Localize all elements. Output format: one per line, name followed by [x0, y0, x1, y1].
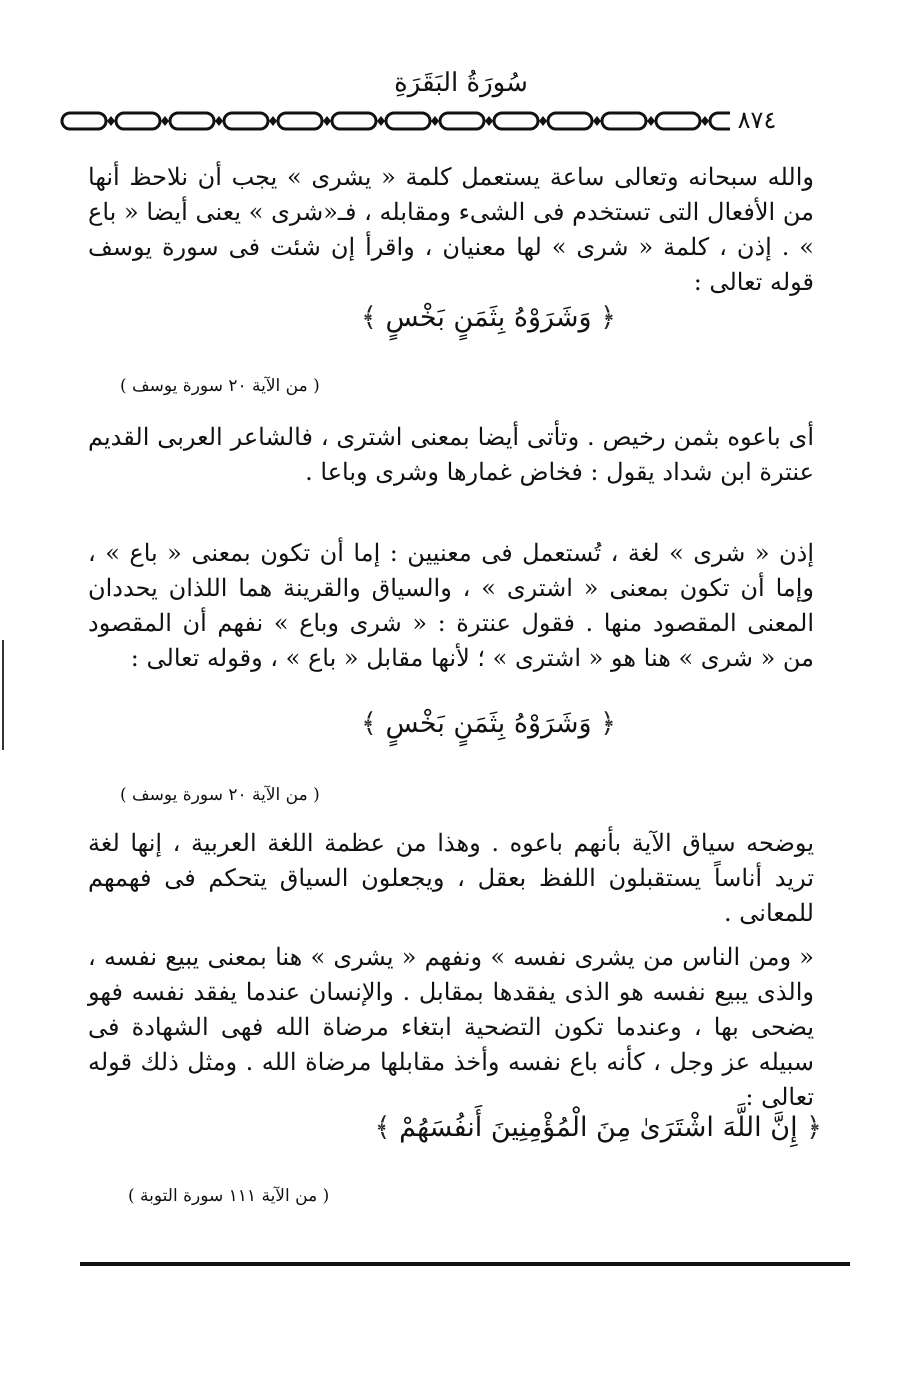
verse-bracket-open-icon: ﴿ [600, 708, 616, 739]
surah-title: سُورَةُ البَقَرَةِ [394, 68, 528, 98]
chain-diamond [161, 116, 169, 126]
chain-link [386, 113, 430, 129]
verse-text: إِنَّ اللَّهَ اشْتَرَىٰ مِنَ الْمُؤْمِنِينَ أَنفُسَهُمْ [399, 1112, 798, 1143]
chain-diamond [593, 116, 601, 126]
page-number: ٨٧٤ [730, 106, 784, 134]
chain-link [224, 113, 268, 129]
quran-verse [361, 302, 616, 333]
paragraph: « ومن الناس من يشرى نفسه » ونفهم « يشرى » هنا بمعنى يبيع نفسه ، والذى يبيع نفسه هو الذى يفقدها بمقابل . والإنسان عندما يفقد نفسه فهو يضحى بها ، وعندما تكون التضحية ابتغاء مرضاة الله فهى الشهادة فى سبيله عز وجل ، كأنه باع نفسه وأخذ مقابلها مرضاة الله . ومثل ذلك قوله تعالى : [88, 943, 814, 1111]
chain-link [602, 113, 646, 129]
chain-diamond [107, 116, 115, 126]
paragraph: إذن « شرى » لغة ، تُستعمل فى معنيين : إما أن تكون بمعنى « باع » ، وإما أن تكون بمعنى « اشترى » ، والسياق والقرينة هما اللذان يحددان المعنى المقصود منها . فقول عنترة : « شرى وباع » نفهم أن المقصود من « شرى » هنا هو « اشترى » ؛ لأنها مقابل « باع » ، وقوله تعالى : [88, 539, 814, 672]
verse-reference: ( من الآية ٢٠ سورة يوسف ) [120, 785, 320, 805]
header-chain-ornament [60, 108, 836, 134]
chain-diamond [647, 116, 655, 126]
verse-bracket-open-icon: ﴿ [600, 302, 616, 333]
chain-link [332, 113, 376, 129]
paragraph: أى باعوه بثمن رخيص . وتأتى أيضا بمعنى اشترى ، فالشاعر العربى القديم عنترة ابن شداد يقول : فخاض غمارها وشرى وباعا . [88, 423, 814, 486]
chain-diamond [431, 116, 439, 126]
quran-verse [361, 708, 616, 739]
chain-link [494, 113, 538, 129]
paragraph: يوضحه سياق الآية بأنهم باعوه . وهذا من عظمة اللغة العربية ، إنها لغة تريد أناساً يستقبلون اللفظ بعقل ، ويجعلون السياق يتحكم فى فهمهم للمعانى . [88, 829, 815, 927]
verse-bracket-close-icon: ﴾ [361, 302, 377, 333]
chain-diamond [701, 116, 709, 126]
chain-link [656, 113, 700, 129]
chain-link [116, 113, 160, 129]
paragraph: والله سبحانه وتعالى ساعة يستعمل كلمة « يشرى » يجب أن نلاحظ أنها من الأفعال التى تستخدم فى الشىء ومقابله ، فـ«شرى » يعنى أيضا « باع » . إذن ، كلمة « شرى » لها معنيان ، واقرأ إن شئت فى سورة يوسف قوله تعالى : [88, 163, 814, 296]
chain-diamond [215, 116, 223, 126]
chain-link [278, 113, 322, 129]
margin-line [2, 640, 4, 750]
quran-verse [375, 1112, 822, 1143]
verse-text: وَشَرَوْهُ بِثَمَنٍ بَخْسٍ [385, 708, 592, 739]
chain-link [62, 113, 106, 129]
chain-diamond [323, 116, 331, 126]
chain-diamond [485, 116, 493, 126]
verse-bracket-open-icon: ﴿ [806, 1112, 822, 1143]
verse-bracket-close-icon: ﴾ [374, 1112, 391, 1143]
verse-reference: ( من الآية ١١١ سورة التوبة ) [128, 1186, 330, 1206]
verse-bracket-close-icon: ﴾ [361, 708, 377, 739]
verse-text: وَشَرَوْهُ بِثَمَنٍ بَخْسٍ [385, 302, 592, 333]
bottom-divider [80, 1262, 850, 1266]
chain-link [170, 113, 214, 129]
chain-diamond [269, 116, 277, 126]
chain-diamond [539, 116, 547, 126]
verse-reference: ( من الآية ٢٠ سورة يوسف ) [120, 376, 320, 396]
chain-link [440, 113, 484, 129]
chain-link [548, 113, 592, 129]
chain-diamond [377, 116, 385, 126]
